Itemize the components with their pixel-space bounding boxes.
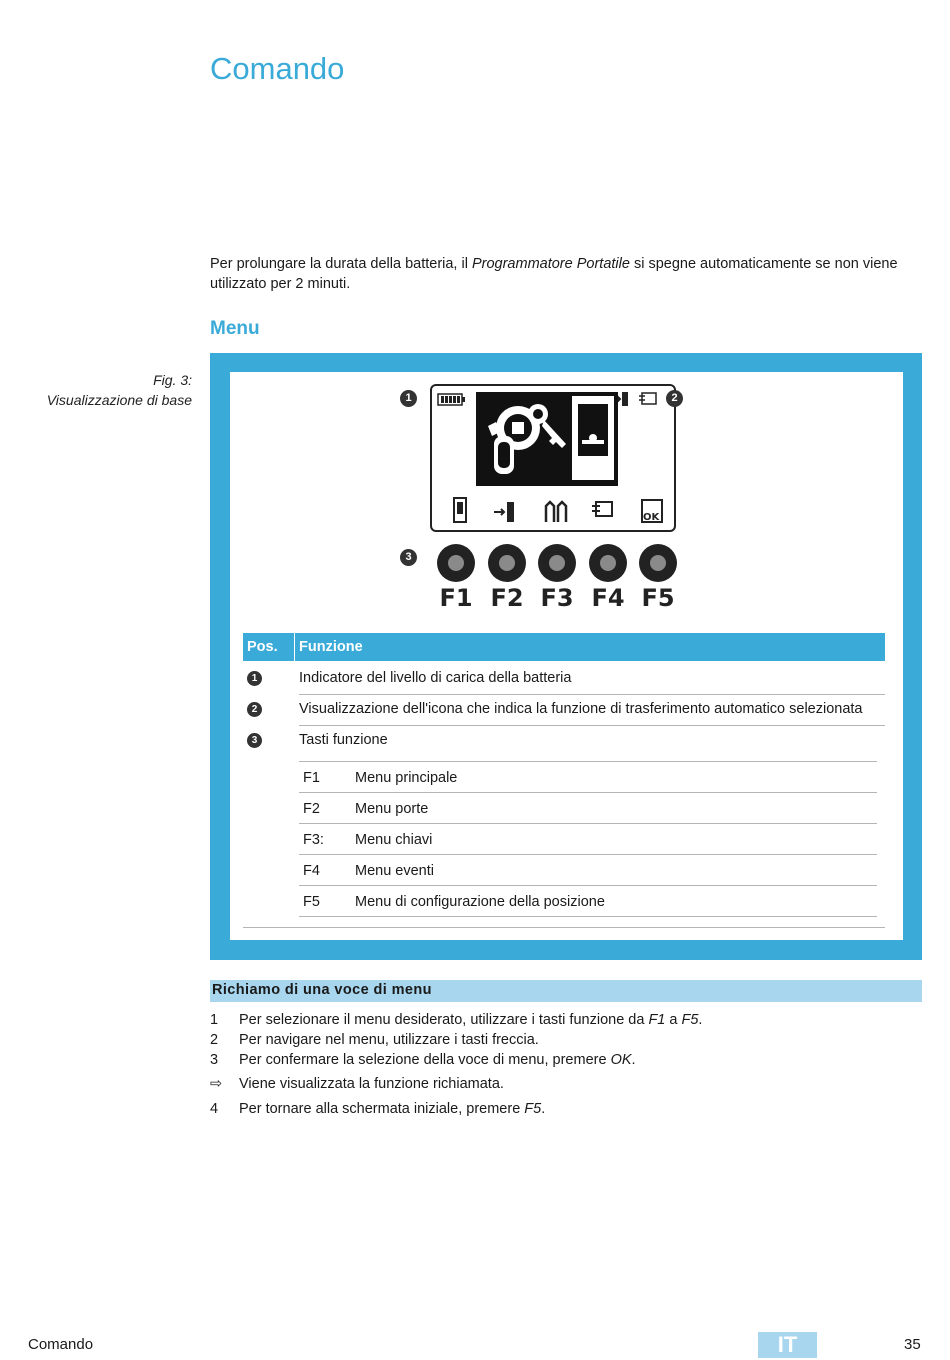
row-pos-1: 1 [247,671,262,686]
sub-row-f3 [299,825,877,855]
sub-text: Menu principale [355,770,458,786]
header-funzione: Funzione [299,639,363,655]
step-text: Per selezionare il menu desiderato, utilizzare i tasti funzione da F1 a F5. [239,1012,703,1028]
bottom-menu-icons [454,498,662,523]
row-text-3: Tasti funzione [299,732,388,748]
step-number: 2 [210,1032,219,1048]
sub-key: F1 [303,770,320,786]
footer-page-number: 35 [904,1336,921,1353]
intro-product-name: Programmatore Portatile [471,256,630,272]
callout-1: 1 [400,390,417,407]
step-text: Viene visualizzata la funzione richiamata. [239,1076,504,1092]
sub-row-f4 [299,856,877,886]
f5-key[interactable] [639,544,677,582]
step-text: Per tornare alla schermata iniziale, premere F5. [239,1101,546,1117]
f2-key[interactable] [488,544,526,582]
callout-3: 3 [400,549,417,566]
sub-row-f2 [299,794,877,824]
callout-2: 2 [666,390,683,407]
result-arrow-icon: ⇨ [210,1076,223,1092]
row-pos-2: 2 [247,702,262,717]
f2-key-label: F2 [490,584,524,612]
table-row [243,695,885,725]
sub-key: F4 [303,863,320,879]
sub-row-f5 [299,887,877,917]
f4-key-label: F4 [591,584,625,612]
sub-text: Menu chiavi [355,832,433,848]
f4-key[interactable] [589,544,627,582]
sub-key: F3: [303,832,324,848]
sub-row-f1 [299,763,877,793]
step-text: Per confermare la selezione della voce di menu, premere OK. [239,1052,636,1068]
intro-paragraph [210,254,930,294]
svg-text:OK: OK [643,512,660,523]
footer-language-badge: IT [758,1332,817,1358]
step-number: 3 [210,1052,219,1068]
f5-key-label: F5 [641,584,675,612]
sub-text: Menu porte [355,801,429,817]
sub-divider [299,761,877,762]
sub-divider [299,916,877,917]
figure-caption-number: Fig. 3: [153,372,192,388]
intro-text-2: si spegne automaticamente se non viene utilizzato per 2 minuti. [210,256,898,292]
table-row [243,726,885,756]
f1-key-label: F1 [439,584,473,612]
row-pos-3: 3 [247,733,262,748]
row-text-2: Visualizzazione dell'icona che indica la funzione di trasferimento automatico selezionata [299,701,863,717]
sub-divider [299,885,877,886]
row-text-1: Indicatore del livello di carica della batteria [299,670,572,686]
intro-text-1: Per prolungare la durata della batteria, il [210,256,472,272]
figure-caption-title: Visualizzazione di base [46,392,192,408]
sub-divider [299,854,877,855]
table-bottom-line [243,927,885,928]
device-screen-graphic [432,386,674,530]
sub-key: F5 [303,894,320,910]
section-heading-text: Richiamo di una voce di menu [212,982,432,998]
header-pos: Pos. [247,639,278,655]
transfer-mode-icon [612,392,656,406]
figure-caption [47,370,192,410]
sub-key: F2 [303,801,320,817]
device-screen [430,384,676,532]
sub-divider [299,823,877,824]
f3-key-label: F3 [540,584,574,612]
table-row [243,664,885,694]
step-text: Per navigare nel menu, utilizzare i tasti freccia. [239,1032,539,1048]
f1-key[interactable] [437,544,475,582]
page-title: Comando [210,50,345,86]
table-header [243,633,885,661]
step-number: 4 [210,1101,219,1117]
section-heading [210,980,922,1002]
menu-heading: Menu [210,318,260,339]
sub-divider [299,792,877,793]
f3-key[interactable] [538,544,576,582]
header-divider [294,633,295,661]
step-number: 1 [210,1012,219,1028]
footer-section: Comando [28,1336,94,1353]
battery-icon [438,394,465,405]
sub-text: Menu di configurazione della posizione [355,894,605,910]
sub-text: Menu eventi [355,863,434,879]
home-image [476,392,618,486]
